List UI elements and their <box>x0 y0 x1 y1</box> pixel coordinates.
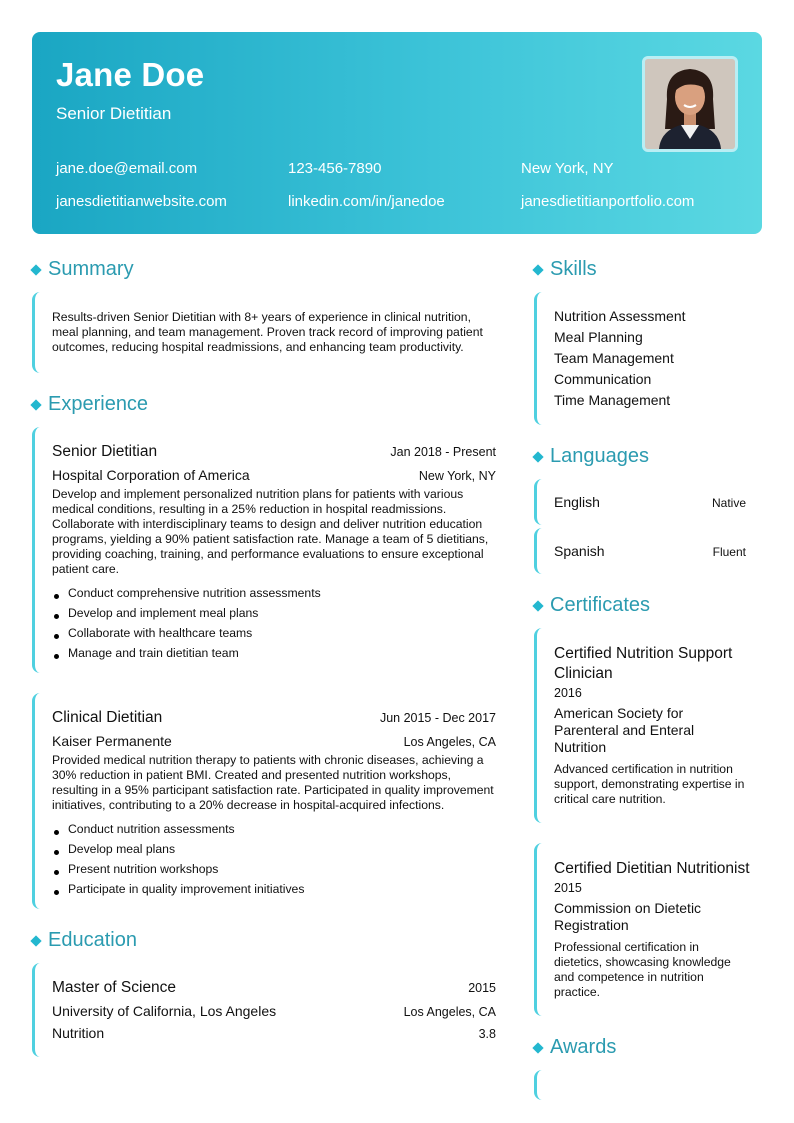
languages-heading <box>534 445 762 469</box>
education-title: Education <box>48 929 137 951</box>
list-item: Present nutrition workshops <box>52 859 496 879</box>
diamond-icon <box>532 1042 543 1053</box>
candidate-name: Jane Doe <box>56 56 205 93</box>
list-item: Conduct comprehensive nutrition assessments <box>52 583 496 603</box>
job-bullets <box>52 583 496 663</box>
certificate-description: Professional certification in dietetics, showcasing knowledge and competence in nutrition practice. <box>554 940 731 999</box>
skill-item: Communication <box>554 371 652 387</box>
summary-card <box>32 292 496 373</box>
list-item: Participate in quality improvement initiatives <box>52 879 496 899</box>
diamond-icon <box>30 935 41 946</box>
certificate-year: 2015 <box>554 881 582 895</box>
experience-title: Experience <box>48 393 149 415</box>
list-item: Conduct nutrition assessments <box>52 819 496 839</box>
contact-linkedin[interactable]: linkedin.com/in/janedoe <box>288 193 445 210</box>
languages-title: Languages <box>550 445 649 467</box>
diamond-icon <box>30 264 41 275</box>
contact-phone[interactable]: 123-456-7890 <box>288 160 382 177</box>
certificate-description: Advanced certification in nutrition support, demonstrating expertise in critical care nutrition. <box>554 762 745 806</box>
contact-email[interactable]: jane.doe@email.com <box>56 160 198 177</box>
job-title: Clinical Dietitian <box>52 709 163 726</box>
right-column <box>534 258 762 1120</box>
certificates-heading <box>534 594 762 618</box>
skill-item: Team Management <box>554 350 674 366</box>
list-item: Develop and implement meal plans <box>52 603 496 623</box>
skills-heading <box>534 258 762 282</box>
certificate-issuer: Commission on Dietetic Registration <box>554 900 702 933</box>
resume-header <box>32 32 762 234</box>
job-company: Kaiser Permanente <box>52 733 172 749</box>
certificate-year: 2016 <box>554 686 582 700</box>
skill-item: Nutrition Assessment <box>554 308 686 324</box>
skill-item: Time Management <box>554 392 671 408</box>
awards-card <box>534 1070 762 1100</box>
profile-photo <box>642 56 738 152</box>
left-column <box>32 258 496 1077</box>
degree: Master of Science <box>52 979 177 996</box>
job-description: Develop and implement personalized nutrition plans for patients with various medical conditions, resulting in a 25% reduction in hospital readmissions. Collaborate with interdisciplinary teams to design and deliver nutrition education programs, yielding a 90% patient satisfaction rate. Manage a team of 5 dietitians, providing coaching, training, and performance evaluations to ensure exceptional patient care. <box>52 487 489 576</box>
certificate-issuer: American Society for Parenteral and Enteral Nutrition <box>554 705 695 755</box>
language-name: English <box>554 494 600 510</box>
language-level: Native <box>711 496 746 510</box>
diamond-icon <box>532 264 543 275</box>
contact-location: New York, NY <box>521 160 614 177</box>
education-item <box>32 963 496 1057</box>
job-bullets <box>52 819 496 899</box>
awards-title: Awards <box>550 1036 617 1058</box>
list-item: Collaborate with healthcare teams <box>52 623 496 643</box>
summary-text: Results-driven Senior Dietitian with 8+ years of experience in clinical nutrition, meal planning, and team management. Proven track record of improving patient outcomes, reducing hospital readmissions, and enhancing team productivity. <box>52 310 483 354</box>
experience-item <box>32 693 496 909</box>
list-item: Develop meal plans <box>52 839 496 859</box>
profile-photo-image <box>645 59 735 149</box>
field-of-study: Nutrition <box>52 1025 105 1041</box>
job-description: Provided medical nutrition therapy to patients with chronic diseases, achieving a 30% reduction in patient BMI. Created and presented nutrition workshops, resulting in a 95% participant satisfaction rate. Participated in quality improvement initiatives, contributing to a 20% decrease in hospital-acquired infections. <box>52 753 494 812</box>
experience-heading <box>32 393 496 417</box>
language-item <box>534 528 762 574</box>
skills-title: Skills <box>550 258 597 280</box>
job-company: Hospital Corporation of America <box>52 467 250 483</box>
certificate-item <box>534 628 762 823</box>
education-year: 2015 <box>468 981 496 995</box>
list-item: Manage and train dietitian team <box>52 643 496 663</box>
experience-item <box>32 427 496 673</box>
language-name: Spanish <box>554 543 605 559</box>
job-title: Senior Dietitian <box>52 443 158 460</box>
language-level: Fluent <box>712 545 746 559</box>
summary-heading <box>32 258 496 282</box>
contact-portfolio[interactable]: janesdietitianportfolio.com <box>521 193 695 210</box>
diamond-icon <box>532 600 543 611</box>
job-location: New York, NY <box>418 469 496 483</box>
candidate-role: Senior Dietitian <box>56 104 172 123</box>
job-location: Los Angeles, CA <box>403 735 496 749</box>
skills-card <box>534 292 762 425</box>
skill-item: Meal Planning <box>554 329 643 345</box>
awards-heading <box>534 1036 762 1060</box>
school: University of California, Los Angeles <box>52 1003 277 1019</box>
certificate-item <box>534 843 762 1016</box>
diamond-icon <box>532 451 543 462</box>
school-location: Los Angeles, CA <box>403 1005 496 1019</box>
summary-title: Summary <box>48 258 134 280</box>
certificate-title: Certified Nutrition Support Clinician <box>554 645 733 682</box>
language-item <box>534 479 762 525</box>
gpa: 3.8 <box>478 1027 496 1041</box>
diamond-icon <box>30 399 41 410</box>
education-heading <box>32 929 496 953</box>
certificate-title: Certified Dietitian Nutritionist <box>554 860 750 877</box>
job-date: Jun 2015 - Dec 2017 <box>379 711 496 725</box>
certificates-title: Certificates <box>550 594 651 616</box>
contact-website[interactable]: janesdietitianwebsite.com <box>56 193 227 210</box>
job-date: Jan 2018 - Present <box>390 445 496 459</box>
